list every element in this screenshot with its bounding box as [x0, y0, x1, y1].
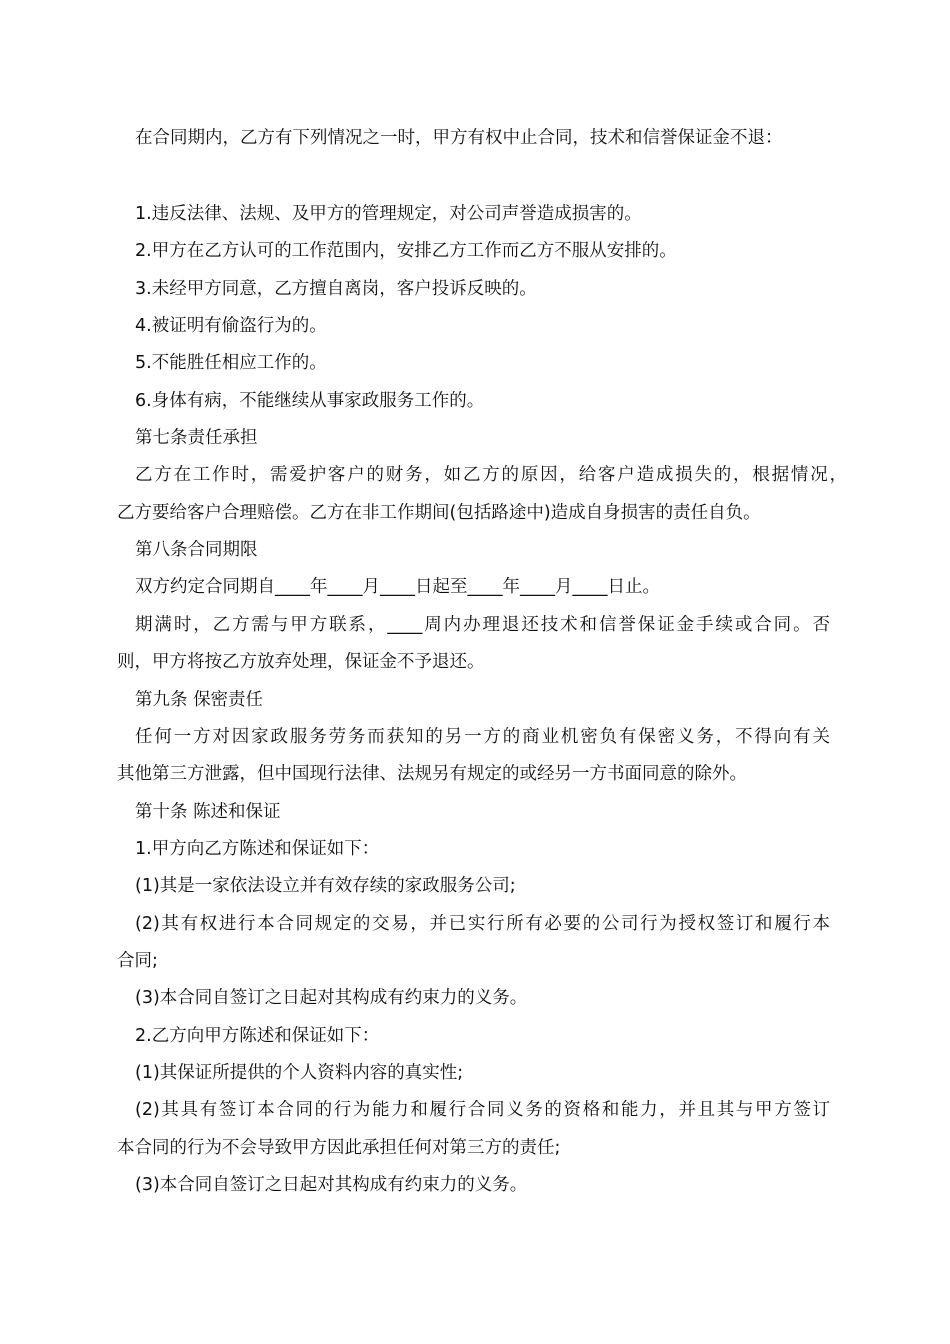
party-b-item-1: (1)其保证所提供的个人资料内容的真实性; — [135, 1063, 464, 1083]
subsection-party-a: 1.甲方向乙方陈述和保证如下： — [135, 839, 380, 859]
paragraph-7-line-2: 乙方要给客户合理赔偿。乙方在非工作期间(包括路途中)造成自身损害的责任自负。 — [117, 503, 761, 523]
subsection-party-b: 2.乙方向甲方陈述和保证如下： — [135, 1026, 380, 1046]
paragraph-9-line-1: 任何一方对因家政服务劳务而获知的另一方的商业机密负有保密义务，不得向有关 — [135, 727, 830, 747]
paragraph-7-line-1: 乙方在工作时，需爱护客户的财务，如乙方的原因，给客户造成损失的，根据情况， — [135, 465, 847, 485]
paragraph-8-line-2: 则，甲方将按乙方放弃处理，保证金不予退还。 — [117, 652, 485, 672]
list-item-5: 5.不能胜任相应工作的。 — [135, 353, 327, 373]
party-a-item-2-line-2: 合同; — [117, 951, 158, 971]
paragraph-9-line-2: 其他第三方泄露，但中国现行法律、法规另有规定的或经另一方书面同意的除外。 — [117, 764, 747, 784]
section-heading-9: 第九条 保密责任 — [135, 690, 264, 710]
section-heading-8: 第八条合同期限 — [135, 540, 258, 560]
paragraph-8-line-1: 期满时，乙方需与甲方联系，____周内办理退还技术和信誉保证金手续或合同。否 — [135, 615, 830, 635]
list-item-2: 2.甲方在乙方认可的工作范围内，安排乙方工作而乙方不服从安排的。 — [135, 241, 677, 261]
list-item-6: 6.身体有病，不能继续从事家政服务工作的。 — [135, 391, 485, 411]
section-heading-7: 第七条责任承担 — [135, 428, 258, 448]
party-a-item-2-line-1: (2)其有权进行本合同规定的交易，并已实行所有必要的公司行为授权签订和履行本 — [135, 914, 830, 934]
party-b-item-2-line-1: (2)其具有签订本合同的行为能力和履行合同义务的资格和能力，并且其与甲方签订 — [135, 1100, 830, 1120]
party-a-item-3: (3)本合同自签订之日起对其构成有约束力的义务。 — [135, 988, 528, 1008]
party-b-item-3: (3)本合同自签订之日起对其构成有约束力的义务。 — [135, 1175, 528, 1195]
paragraph-intro: 在合同期内，乙方有下列情况之一时，甲方有权中止合同，技术和信誉保证金不退： — [135, 128, 783, 148]
list-item-1: 1.违反法律、法规、及甲方的管理规定，对公司声誉造成损害的。 — [135, 204, 642, 224]
list-item-3: 3.未经甲方同意，乙方擅自离岗，客户投诉反映的。 — [135, 279, 537, 299]
party-b-item-2-line-2: 本合同的行为不会导致甲方因此承担任何对第三方的责任; — [117, 1138, 561, 1158]
section-heading-10: 第十条 陈述和保证 — [135, 802, 281, 822]
list-item-4: 4.被证明有偷盗行为的。 — [135, 316, 327, 336]
party-a-item-1: (1)其是一家依法设立并有效存续的家政服务公司; — [135, 876, 516, 896]
paragraph-8-term: 双方约定合同期自____年____月____日起至____年____月____日止。 — [135, 577, 660, 597]
